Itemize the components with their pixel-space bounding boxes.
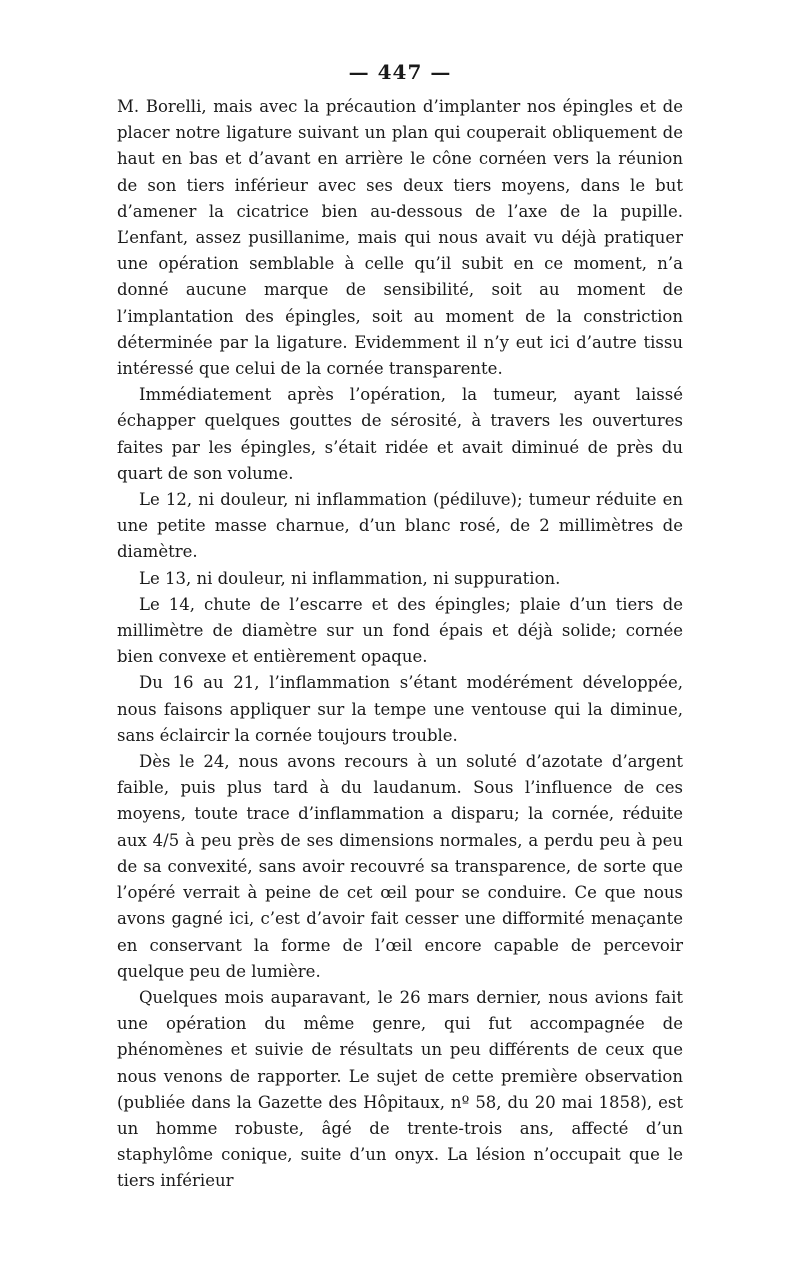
paragraph-continuation: M. Borelli, mais avec la précaution d’implanter nos épingles et de placer notre ligature suivant un plan qui couperait obliquement de haut en bas et d’avant en arrière le cône cornéen vers la réunion de son tiers inférieur avec ses deux tiers moyens, dans le but d’amener la cicatrice bien au-dessous de l’axe de la pupille. L’enfant, assez pusillanime, mais qui nous avait vu déjà pratiquer une opération semblable à celle qu’il subit en ce moment, n’a donné aucune marque de sensibilité, soit au moment de l’implantation des épingles, soit au moment de la constriction déterminée par la ligature. Evidemment il n’y eut ici d’autre tissu intéressé que celui de la cornée transparente.	[117, 97, 683, 379]
paragraph-operation-aftermath: Immédiatement après l’opération, la tumeur, ayant laissé échapper quelques gouttes de sérosité, à travers les ouvertures faites par les épingles, s’était ridée et avait diminué de près du quart de son volume.	[117, 385, 683, 483]
paragraph-day-13: Le 13, ni douleur, ni inflammation, ni suppuration.	[139, 568, 561, 588]
paragraph-day-24: Dès le 24, nous avons recours à un soluté d’azotate d’argent faible, puis plus tard à du laudanum. Sous l’influence de ces moyens, toute trace d’inflammation a disparu; la cornée, réduite aux 4/5 à peu près de ses dimensions normales, a perdu peu à peu de sa convexité, sans avoir recouvré sa transparence, de sorte que l’opéré verrait à peine de cet œil pour se conduire. Ce que nous avons gagné ici, c’est d’avoir fait cesser une difformité menaçante en conservant la forme de l’œil encore capable de percevoir quelque peu de lumière.	[117, 752, 683, 981]
paragraph-previous-case: Quelques mois auparavant, le 26 mars dernier, nous avions fait une opération du même genre, qui fut accompagnée de phénomènes et suivie de résultats un peu différents de ceux que nous venons de rapporter. Le sujet de cette première observation (publiée dans la Gazette des Hôpitaux, nº 58, du 20 mai 1858), est un homme robuste, âgé de trente-trois ans, affecté d’un staphylôme conique, suite d’un onyx. La lésion n’occupait que le tiers inférieur	[117, 987, 683, 1191]
page-number: — 447 —	[348, 60, 452, 84]
paragraph-day-12: Le 12, ni douleur, ni inflammation (pédiluve); tumeur réduite en une petite masse charnue, d’un blanc rosé, de 2 millimètres de diamètre.	[117, 490, 683, 562]
paragraph-day-14: Le 14, chute de l’escarre et des épingles; plaie d’un tiers de millimètre de diamètre sur un fond épais et déjà solide; cornée bien convexe et entièrement opaque.	[117, 594, 683, 667]
book-page	[117, 60, 683, 1195]
paragraph-day-16-21: Du 16 au 21, l’inflammation s’étant modérément développée, nous faisons appliquer sur la tempe une ventouse qui la diminue, sans éclaircir la cornée toujours trouble.	[117, 673, 683, 745]
